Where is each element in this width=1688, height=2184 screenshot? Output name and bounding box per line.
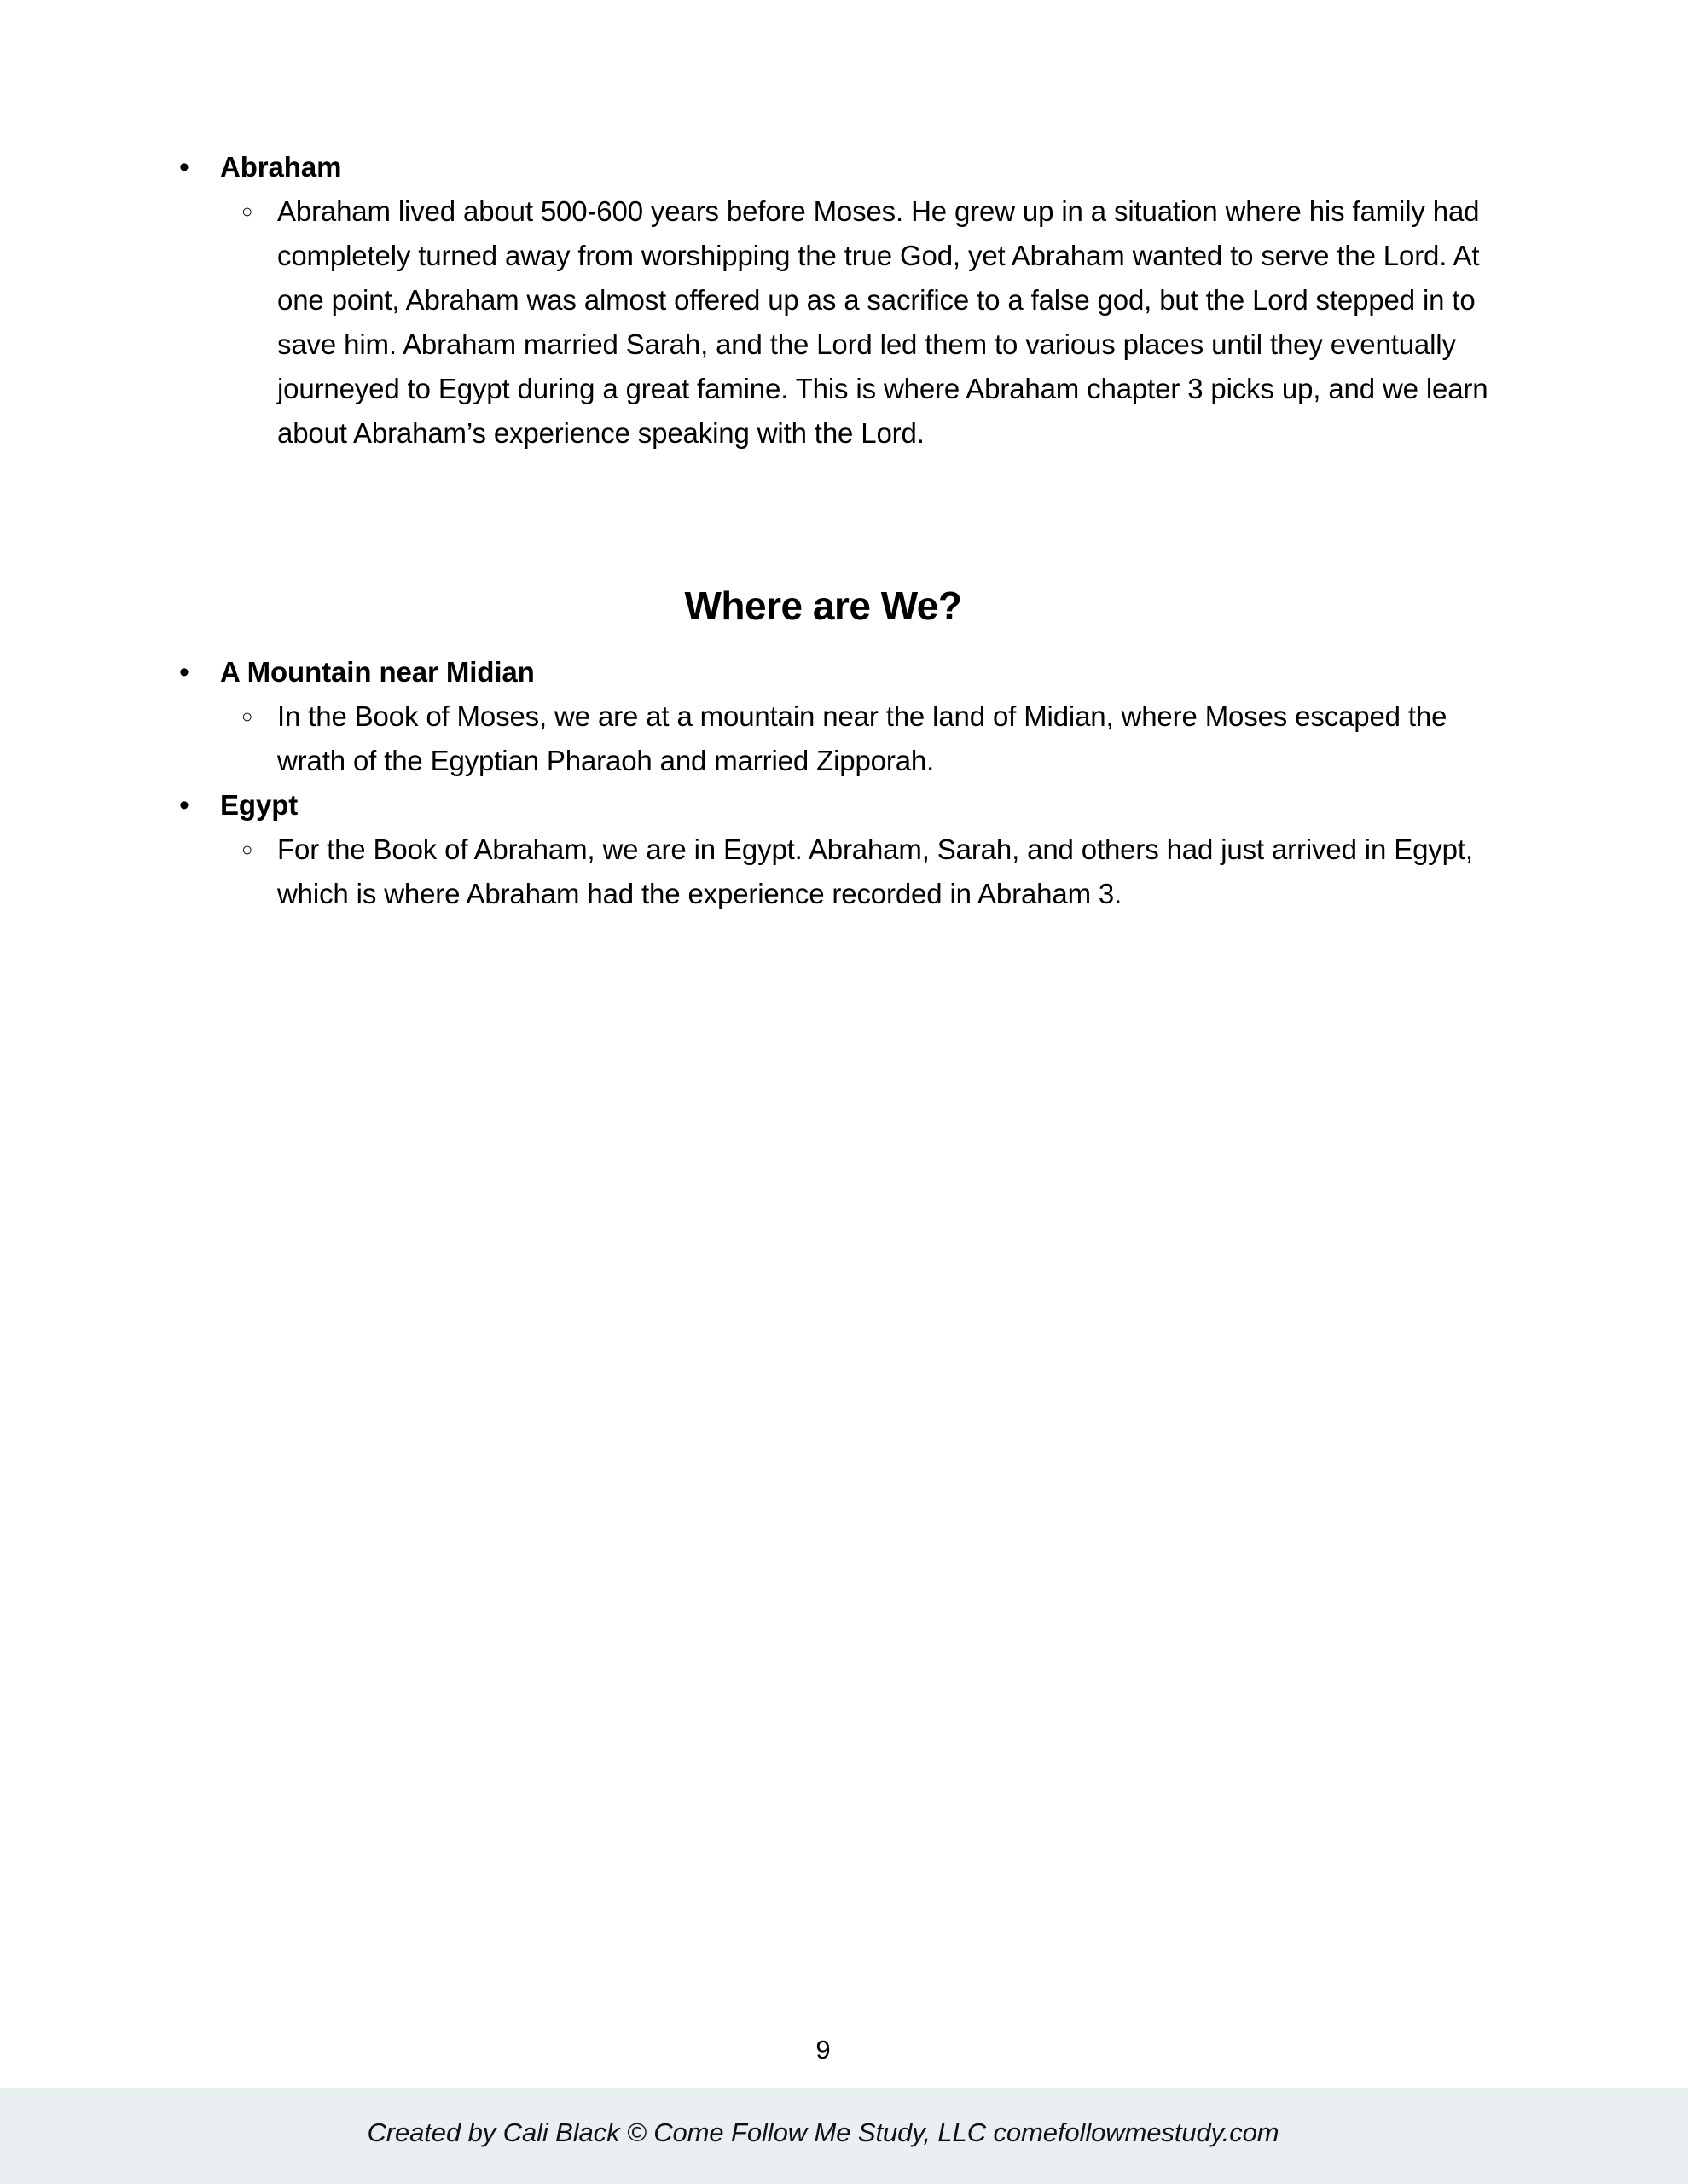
list-item-body: In the Book of Moses, we are at a mountain near the land of Midian, where Moses escaped the wrath of the Egyptian Pharaoh and married Zipporah. bbox=[277, 700, 1447, 776]
section-spacer bbox=[0, 456, 1688, 584]
list-item bbox=[220, 694, 1688, 783]
list-item bbox=[0, 783, 1688, 916]
list-item-title: Abraham bbox=[220, 151, 342, 183]
section-where-are-we-list bbox=[0, 650, 1688, 916]
page-title: Where are We? bbox=[684, 584, 962, 628]
list-item-body: Abraham lived about 500-600 years before Moses. He grew up in a situation where his family had completely turned away from worshipping the true God, yet Abraham wanted to serve the Lord. At one point, Abraham was almost offered up as a sacrifice to a false god, but the Lord stepped in to save him. Abraham married Sarah, and the Lord led them to various places until they eventually journeyed to Egypt during a great famine. This is where Abraham chapter 3 picks up, and we learn about Abraham’s experience speaking with the Lord. bbox=[277, 195, 1488, 449]
list-item-title: Egypt bbox=[220, 789, 299, 821]
bullet-circle-icon: ○ bbox=[241, 706, 253, 727]
list-item bbox=[220, 828, 1688, 916]
page-content bbox=[0, 145, 1688, 916]
heading-spacer bbox=[0, 628, 1688, 650]
bullet-circle-icon: ○ bbox=[241, 200, 253, 222]
list-item-title: A Mountain near Midian bbox=[220, 656, 535, 688]
list-item bbox=[0, 145, 1688, 456]
bullet-disc-icon: • bbox=[179, 789, 189, 822]
bullet-disc-icon: • bbox=[179, 151, 189, 183]
page-number: 9 bbox=[815, 2035, 831, 2065]
sublist bbox=[220, 694, 1688, 783]
list-item bbox=[220, 189, 1688, 456]
bullet-circle-icon: ○ bbox=[241, 839, 253, 860]
footer-credit: Created by Cali Black © Come Follow Me Study, LLC comefollowmestudy.com bbox=[367, 2117, 1279, 2147]
bullet-disc-icon: • bbox=[179, 656, 189, 688]
sublist bbox=[220, 828, 1688, 916]
sublist bbox=[220, 189, 1688, 456]
list-item bbox=[0, 650, 1688, 783]
section-abraham-list bbox=[0, 145, 1688, 456]
list-item-body: For the Book of Abraham, we are in Egypt. Abraham, Sarah, and others had just arrived in Egypt, which is where Abraham had the experience recorded in Abraham 3. bbox=[277, 834, 1473, 909]
